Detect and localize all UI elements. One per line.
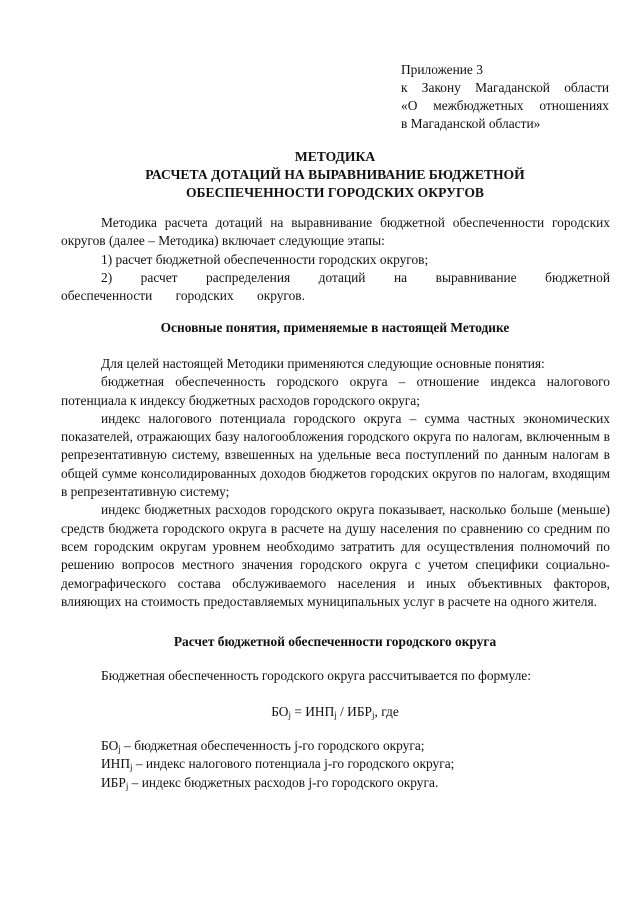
calculation-paragraph: Бюджетная обеспеченность городского округа рассчитывается по формуле: (101, 668, 531, 683)
def-symbol: ИНП (101, 756, 131, 772)
intro-block (61, 214, 610, 305)
def-text: – индекс бюджетных расходов j-го городского округа. (128, 774, 439, 790)
section-heading-calculation: Расчет бюджетной обеспеченности городского округа (173, 634, 497, 649)
definition-bo (101, 737, 454, 755)
formula-sub-3: j (372, 710, 375, 720)
appendix-note (401, 61, 609, 133)
formula-div: / ИБР (336, 704, 372, 719)
formula-definitions (101, 737, 454, 792)
formula-eq: = ИНП (290, 704, 335, 719)
definition-inp (101, 755, 454, 773)
formula-tail: , где (374, 704, 399, 719)
def-sub: j (118, 744, 121, 754)
concepts-block (61, 355, 610, 611)
appendix-line-1: Приложение 3 (401, 62, 483, 77)
definition-tax-potential-index: индекс налогового потенциала городского округа – сумма частных экономических показателей, отражающих базу налогообложения городского округа по налогам, включенным в репрезентативную систему, взвешенных на удельные веса поступлений по данным налогам в общей сумме консолидированных доходов бюджетов городских округов по налогам, входящим в репрезентативную систему; (61, 410, 610, 500)
def-text: – индекс налогового потенциала j-го городского округа; (132, 756, 455, 772)
def-symbol: БО (101, 738, 119, 753)
def-sub: j (130, 762, 133, 773)
def-sub: j (125, 780, 129, 791)
formula-lhs: БО (271, 704, 289, 719)
formula-sub-1: j (288, 710, 291, 720)
def-symbol: ИБР (101, 774, 126, 790)
intro-step-1: 1) расчет бюджетной обеспеченности городских округов; (101, 251, 429, 267)
formula-sub-2: j (334, 710, 337, 720)
document-title (60, 148, 610, 202)
title-line-1: МЕТОДИКА (294, 149, 376, 164)
appendix-line-4: в Магаданской области» (401, 116, 541, 131)
appendix-line-3: «О межбюджетных отношениях (401, 98, 609, 113)
calculation-intro (61, 667, 610, 685)
title-line-2: РАСЧЕТА ДОТАЦИЙ НА ВЫРАВНИВАНИЕ БЮДЖЕТНОЙ (145, 167, 525, 182)
concepts-intro: Для целей настоящей Методики применяются следующие основные понятия: (101, 356, 545, 371)
formula (60, 704, 610, 720)
intro-step-2: 2) расчет распределения дотаций на выравнивание бюджетной обеспеченности городских округов. (61, 269, 610, 304)
intro-paragraph: Методика расчета дотаций на выравнивание бюджетной обеспеченности городских округов (далее – Методика) включает следующие этапы: (61, 215, 610, 249)
def-text: – бюджетная обеспеченность j-го городского округа; (120, 738, 425, 753)
definition-ibr (101, 774, 454, 792)
appendix-line-2: к Закону Магаданской области (401, 80, 609, 95)
title-line-3: ОБЕСПЕЧЕННОСТИ ГОРОДСКИХ ОКРУГОВ (185, 185, 484, 200)
definition-expenditure-index: индекс бюджетных расходов городского округа показывает, насколько больше (меньше) средств бюджета городского округа в расчете на душу населения по сравнению со средним по всем городским округам уровнем необходимо затратить для осуществления полномочий по решению вопросов местного значения городского округа с учетом специфики социально-демографического состава обслуживаемого населения и иных объективных факторов, влияющих на стоимость предоставляемых муниципальных услуг в расчете на одного жителя. (61, 502, 610, 609)
section-heading-concepts: Основные понятия, применяемые в настоящей Методике (160, 320, 510, 335)
definition-budget-provision: бюджетная обеспеченность городского округа – отношение индекса налогового потенциала к индексу бюджетных расходов городского округа; (61, 374, 610, 408)
